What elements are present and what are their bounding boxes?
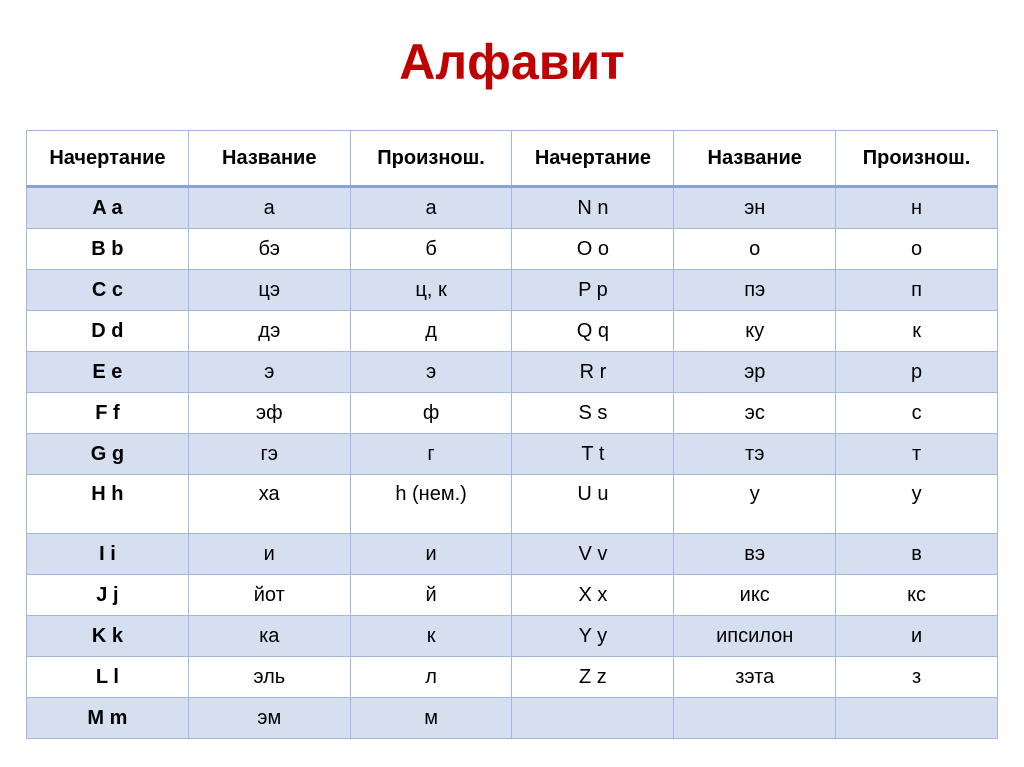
letter-cell: E e [27,352,189,393]
table-cell: цэ [188,270,350,311]
table-cell: и [836,616,998,657]
table-cell: у [836,475,998,534]
letter-cell: H h [27,475,189,534]
table-cell [512,698,674,739]
table-cell: к [836,311,998,352]
table-body [27,187,998,739]
table-row [27,575,998,616]
table-cell: л [350,657,512,698]
table-row [27,352,998,393]
table-cell: R r [512,352,674,393]
table-cell: дэ [188,311,350,352]
table-cell: эс [674,393,836,434]
table-cell: н [836,187,998,229]
table-row [27,311,998,352]
table-cell: йот [188,575,350,616]
letter-cell: F f [27,393,189,434]
table-row [27,270,998,311]
table-cell: Y y [512,616,674,657]
table-cell [674,698,836,739]
letter-cell: M m [27,698,189,739]
letter-cell: I i [27,534,189,575]
table-row [27,187,998,229]
table-cell: T t [512,434,674,475]
table-cell: д [350,311,512,352]
table-row [27,657,998,698]
table-row [27,698,998,739]
alphabet-table [26,130,998,739]
table-row [27,534,998,575]
table-cell: а [350,187,512,229]
column-header: Название [188,131,350,187]
table-cell: пэ [674,270,836,311]
table-cell: зэта [674,657,836,698]
column-header: Начертание [27,131,189,187]
table-cell: O o [512,229,674,270]
table-cell: с [836,393,998,434]
table-cell: у [674,475,836,534]
table-cell: э [350,352,512,393]
table-cell: а [188,187,350,229]
table-cell: р [836,352,998,393]
column-header: Начертание [512,131,674,187]
letter-cell: L l [27,657,189,698]
table-cell [836,698,998,739]
table-cell: U u [512,475,674,534]
table-cell: S s [512,393,674,434]
table-cell: икс [674,575,836,616]
letter-cell: J j [27,575,189,616]
table-cell: кс [836,575,998,616]
table-row [27,393,998,434]
table-cell: и [188,534,350,575]
table-cell: N n [512,187,674,229]
letter-cell: C c [27,270,189,311]
table-row [27,475,998,534]
table-cell: Q q [512,311,674,352]
table-cell: эф [188,393,350,434]
table-cell: тэ [674,434,836,475]
table-cell: г [350,434,512,475]
table-header-row [27,131,998,187]
letter-cell: K k [27,616,189,657]
table-cell: м [350,698,512,739]
table-cell: эль [188,657,350,698]
table-cell: ц, к [350,270,512,311]
table-cell: б [350,229,512,270]
table-cell: з [836,657,998,698]
page-title: Алфавит [399,34,625,90]
table-cell: Z z [512,657,674,698]
table-cell: ха [188,475,350,534]
table-cell: эн [674,187,836,229]
table-cell: о [836,229,998,270]
table-cell: бэ [188,229,350,270]
table-cell: ипсилон [674,616,836,657]
table-cell: эр [674,352,836,393]
table-cell: о [674,229,836,270]
column-header: Название [674,131,836,187]
table-row [27,434,998,475]
table-cell: п [836,270,998,311]
table-cell: т [836,434,998,475]
table-cell: h (нем.) [350,475,512,534]
table-row [27,229,998,270]
table-cell: эм [188,698,350,739]
column-header: Произнош. [350,131,512,187]
letter-cell: B b [27,229,189,270]
table-cell: й [350,575,512,616]
table-row [27,616,998,657]
letter-cell: A a [27,187,189,229]
table-cell: э [188,352,350,393]
table-cell: ф [350,393,512,434]
table-cell: и [350,534,512,575]
table-cell: ку [674,311,836,352]
table-cell: вэ [674,534,836,575]
letter-cell: D d [27,311,189,352]
table-cell: X x [512,575,674,616]
letter-cell: G g [27,434,189,475]
table-cell: к [350,616,512,657]
column-header: Произнош. [836,131,998,187]
table-cell: V v [512,534,674,575]
table-cell: гэ [188,434,350,475]
table-cell: P p [512,270,674,311]
table-cell: в [836,534,998,575]
table-cell: ка [188,616,350,657]
